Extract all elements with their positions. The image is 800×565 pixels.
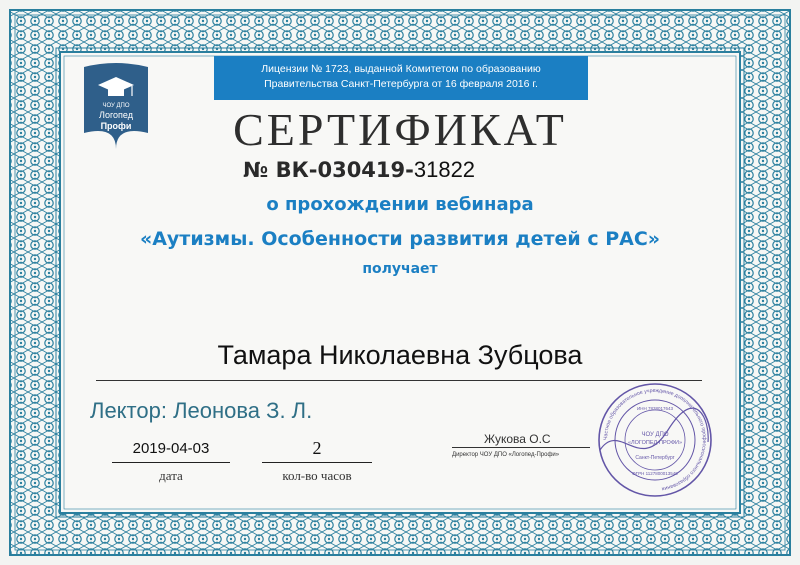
- stamp-center-line2: «ЛОГОПЕД-ПРОФИ»: [627, 440, 683, 446]
- date-value: 2019-04-03: [132, 440, 210, 457]
- number-prefix: № ВК-030419-: [243, 158, 414, 182]
- signatory-name: Жукова О.С: [484, 432, 551, 446]
- number-suffix: 31822: [413, 157, 476, 182]
- license-banner: [214, 56, 588, 100]
- logo-line1: ЧОУ ДПО: [102, 103, 130, 109]
- signatory-title: Директор ЧОУ ДПО «Логопед-Профи»: [452, 452, 560, 458]
- hours-label: кол-во часов: [282, 468, 352, 483]
- recipient-name: Тамара Николаевна Зубцова: [217, 340, 583, 370]
- certificate-number: [243, 157, 475, 183]
- stamp-city: Санкт-Петербург: [635, 455, 675, 461]
- stamp-inn: ИНН 7838017643: [636, 406, 674, 411]
- date-underline: [112, 462, 230, 463]
- lecturer: Лектор: Леонова З. Л.: [90, 398, 313, 423]
- logo-line2: Логопед: [99, 110, 133, 120]
- license-line2: Правительства Санкт-Петербурга от 16 февраля 2016 г.: [264, 78, 538, 90]
- stamp-ogrn: ОГРН 1127800013540: [632, 471, 678, 476]
- hours-underline: [262, 462, 372, 463]
- certificate-subtitle: о прохождении вебинара: [266, 194, 534, 215]
- logo-line3: Профи: [100, 121, 132, 131]
- date-label: дата: [159, 468, 183, 483]
- course-title: «Аутизмы. Особенности развития детей с РАС»: [139, 228, 661, 250]
- receives-label: получает: [362, 261, 438, 277]
- stamp: [590, 380, 720, 500]
- stamp-center-line1: ЧОУ ДПО: [641, 432, 669, 438]
- license-line1: Лицензии № 1723, выданной Комитетом по образованию: [261, 63, 541, 75]
- stamp-ring-text: Частное образовательное учреждение дополнительного профессионального образования: [602, 387, 708, 492]
- certificate-title: СЕРТИФИКАТ: [233, 104, 567, 155]
- signature-line: [452, 447, 590, 448]
- hours-value: 2: [312, 438, 322, 458]
